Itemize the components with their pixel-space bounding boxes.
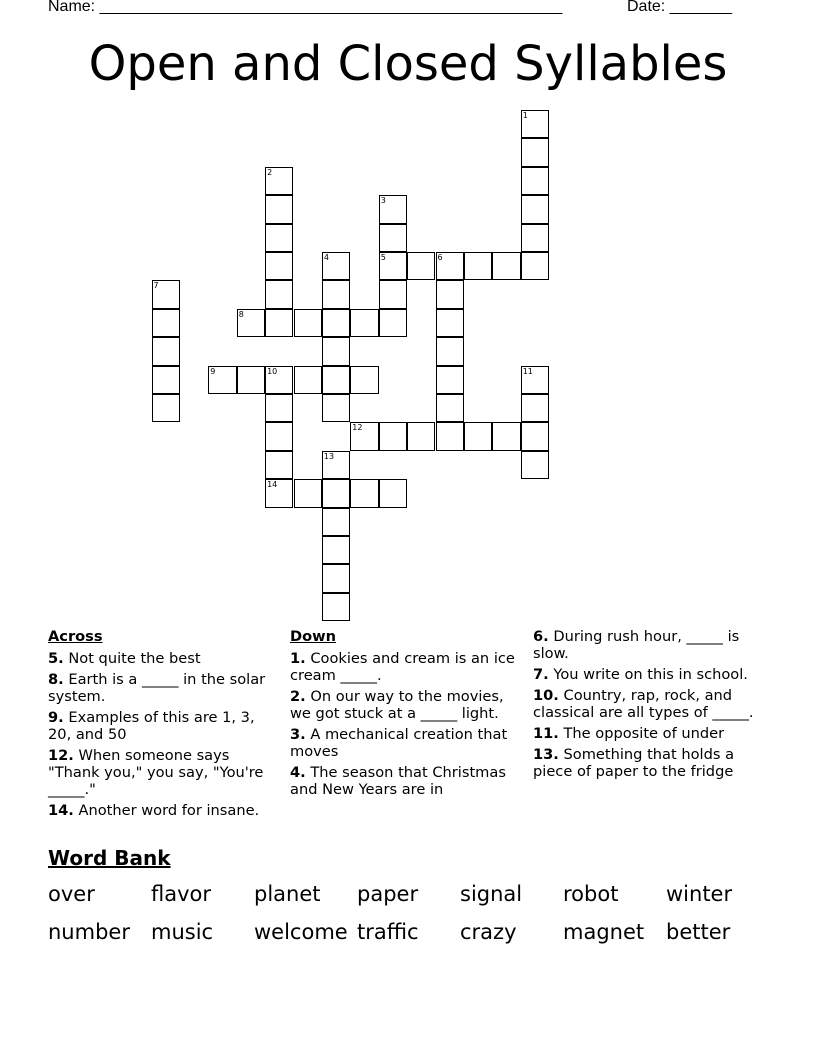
- clue-down-7: 7. You write on this in school.: [533, 666, 748, 683]
- crossword-cell[interactable]: [152, 337, 180, 365]
- crossword-cell[interactable]: [265, 479, 293, 507]
- crossword-cell[interactable]: [322, 280, 350, 308]
- crossword-cell[interactable]: [436, 366, 464, 394]
- crossword-cell[interactable]: [322, 337, 350, 365]
- across-clues: [48, 628, 273, 823]
- crossword-cell[interactable]: [436, 422, 464, 450]
- clue-down-1: 1. Cookies and cream is an ice cream _____.: [290, 650, 515, 684]
- across-heading: Across: [48, 628, 103, 645]
- clue-across-14: 14. Another word for insane.: [48, 802, 260, 819]
- date-field[interactable]: Date: _______: [627, 0, 732, 15]
- clue-number: 3: [380, 196, 386, 206]
- crossword-cell[interactable]: [265, 451, 293, 479]
- clue-number: 6: [437, 253, 443, 262]
- crossword-cell[interactable]: [521, 366, 549, 394]
- crossword-cell[interactable]: [152, 309, 180, 337]
- crossword-cell[interactable]: [464, 422, 492, 450]
- clue-down-13: 13. Something that holds a piece of paper to the fridge: [533, 746, 735, 780]
- crossword-cell[interactable]: [322, 451, 350, 479]
- crossword-cell[interactable]: [407, 252, 435, 280]
- clue-across-5: 5. Not quite the best: [48, 650, 201, 667]
- crossword-cell[interactable]: [436, 337, 464, 365]
- crossword-cell[interactable]: [152, 366, 180, 394]
- clue-across-12: 12. When someone says "Thank you," you say, "You're _____.": [48, 747, 264, 798]
- crossword-cell[interactable]: [436, 252, 464, 280]
- crossword-cell[interactable]: [350, 422, 378, 450]
- word-bank-item: flavor: [151, 882, 212, 906]
- clue-number: 13: [323, 451, 335, 461]
- word-bank-item: signal: [460, 882, 523, 906]
- name-field[interactable]: Name: ____________________________________________________: [48, 0, 563, 15]
- word-bank-item: better: [666, 920, 731, 944]
- word-bank-title: Word Bank: [48, 846, 171, 870]
- crossword-cell[interactable]: [322, 564, 350, 592]
- crossword-cell[interactable]: [208, 366, 236, 394]
- down-clues-continued: [533, 628, 758, 784]
- crossword-cell[interactable]: [379, 280, 407, 308]
- crossword-cell[interactable]: [265, 167, 293, 195]
- crossword-cell[interactable]: [265, 394, 293, 422]
- crossword-cell[interactable]: [350, 479, 378, 507]
- crossword-cell[interactable]: [379, 309, 407, 337]
- crossword-cell[interactable]: [294, 479, 322, 507]
- crossword-cell[interactable]: [322, 508, 350, 536]
- crossword-cell[interactable]: [265, 195, 293, 223]
- clue-number: 2: [267, 167, 273, 177]
- page-title: Open and Closed Syllables: [88, 36, 728, 92]
- word-bank-item: winter: [666, 882, 733, 906]
- crossword-cell[interactable]: [379, 422, 407, 450]
- word-bank-item: traffic: [357, 920, 419, 944]
- crossword-cell[interactable]: [379, 479, 407, 507]
- crossword-cell[interactable]: [436, 394, 464, 422]
- word-bank-item: music: [151, 920, 214, 944]
- crossword-cell[interactable]: [436, 280, 464, 308]
- clue-down-10: 10. Country, rap, rock, and classical are all types of _____.: [533, 687, 754, 721]
- crossword-cell[interactable]: [322, 252, 350, 280]
- clue-across-8: 8. Earth is a _____ in the solar system.: [48, 671, 266, 705]
- crossword-cell[interactable]: [521, 138, 549, 166]
- down-clues: [290, 628, 515, 802]
- crossword-cell[interactable]: [322, 479, 350, 507]
- clue-number: 14: [267, 480, 278, 490]
- crossword-cell[interactable]: [521, 224, 549, 252]
- clue-number: 5: [380, 253, 386, 262]
- clue-down-2: 2. On our way to the movies, we got stuck at a _____ light.: [290, 688, 504, 722]
- word-bank-item: magnet: [563, 920, 645, 944]
- clue-down-4: 4. The season that Christmas and New Years are in: [290, 764, 506, 798]
- crossword-cell[interactable]: [521, 422, 549, 450]
- word-bank-item: crazy: [460, 920, 517, 944]
- word-bank-item: robot: [563, 882, 619, 906]
- clue-down-11: 11. The opposite of under: [533, 725, 725, 742]
- crossword-cell[interactable]: [492, 252, 520, 280]
- crossword-cell[interactable]: [407, 422, 435, 450]
- crossword-cell[interactable]: [152, 280, 180, 308]
- crossword-cell[interactable]: [492, 422, 520, 450]
- crossword-cell[interactable]: [294, 366, 322, 394]
- clue-number: 8: [238, 309, 244, 319]
- word-bank-item: welcome: [254, 920, 348, 944]
- crossword-cell[interactable]: [464, 252, 492, 280]
- crossword-cell[interactable]: [350, 366, 378, 394]
- crossword-cell[interactable]: [521, 394, 549, 422]
- crossword-cell[interactable]: [521, 252, 549, 280]
- crossword-cell[interactable]: [521, 451, 549, 479]
- clue-number: 12: [352, 423, 363, 433]
- clue-down-3: 3. A mechanical creation that moves: [290, 726, 508, 760]
- crossword-cell[interactable]: [237, 366, 265, 394]
- clue-number: 7: [153, 281, 159, 291]
- clue-number: 10: [267, 366, 278, 376]
- clue-number: 1: [522, 111, 528, 120]
- clue-number: 11: [522, 366, 533, 376]
- crossword-cell[interactable]: [265, 309, 293, 337]
- crossword-cell[interactable]: [350, 309, 378, 337]
- crossword-cell[interactable]: [265, 224, 293, 252]
- crossword-cell[interactable]: [237, 309, 265, 337]
- crossword-cell[interactable]: [265, 422, 293, 450]
- crossword-cell[interactable]: [265, 252, 293, 280]
- clue-down-6: 6. During rush hour, _____ is slow.: [533, 628, 740, 662]
- clue-number: 9: [210, 366, 216, 376]
- crossword-cell[interactable]: [322, 593, 350, 621]
- word-bank-item: planet: [254, 882, 321, 906]
- crossword-cell[interactable]: [322, 309, 350, 337]
- clue-number: 4: [323, 253, 329, 262]
- crossword-cell[interactable]: [379, 252, 407, 280]
- crossword-cell[interactable]: [152, 394, 180, 422]
- crossword-cell[interactable]: [521, 195, 549, 223]
- crossword-cell[interactable]: [521, 167, 549, 195]
- clue-across-9: 9. Examples of this are 1, 3, 20, and 50: [48, 709, 255, 743]
- crossword-cell[interactable]: [436, 309, 464, 337]
- down-heading: Down: [290, 628, 337, 645]
- crossword-cell[interactable]: [294, 309, 322, 337]
- crossword-cell[interactable]: [521, 110, 549, 138]
- word-bank-item: over: [48, 882, 95, 906]
- crossword-cell[interactable]: [379, 195, 407, 223]
- crossword-cell[interactable]: [265, 280, 293, 308]
- word-bank-item: paper: [357, 882, 419, 906]
- crossword-cell[interactable]: [322, 394, 350, 422]
- crossword-cell[interactable]: [379, 224, 407, 252]
- crossword-cell[interactable]: [322, 536, 350, 564]
- word-bank-item: number: [48, 920, 130, 944]
- crossword-cell[interactable]: [322, 366, 350, 394]
- crossword-cell[interactable]: [265, 366, 293, 394]
